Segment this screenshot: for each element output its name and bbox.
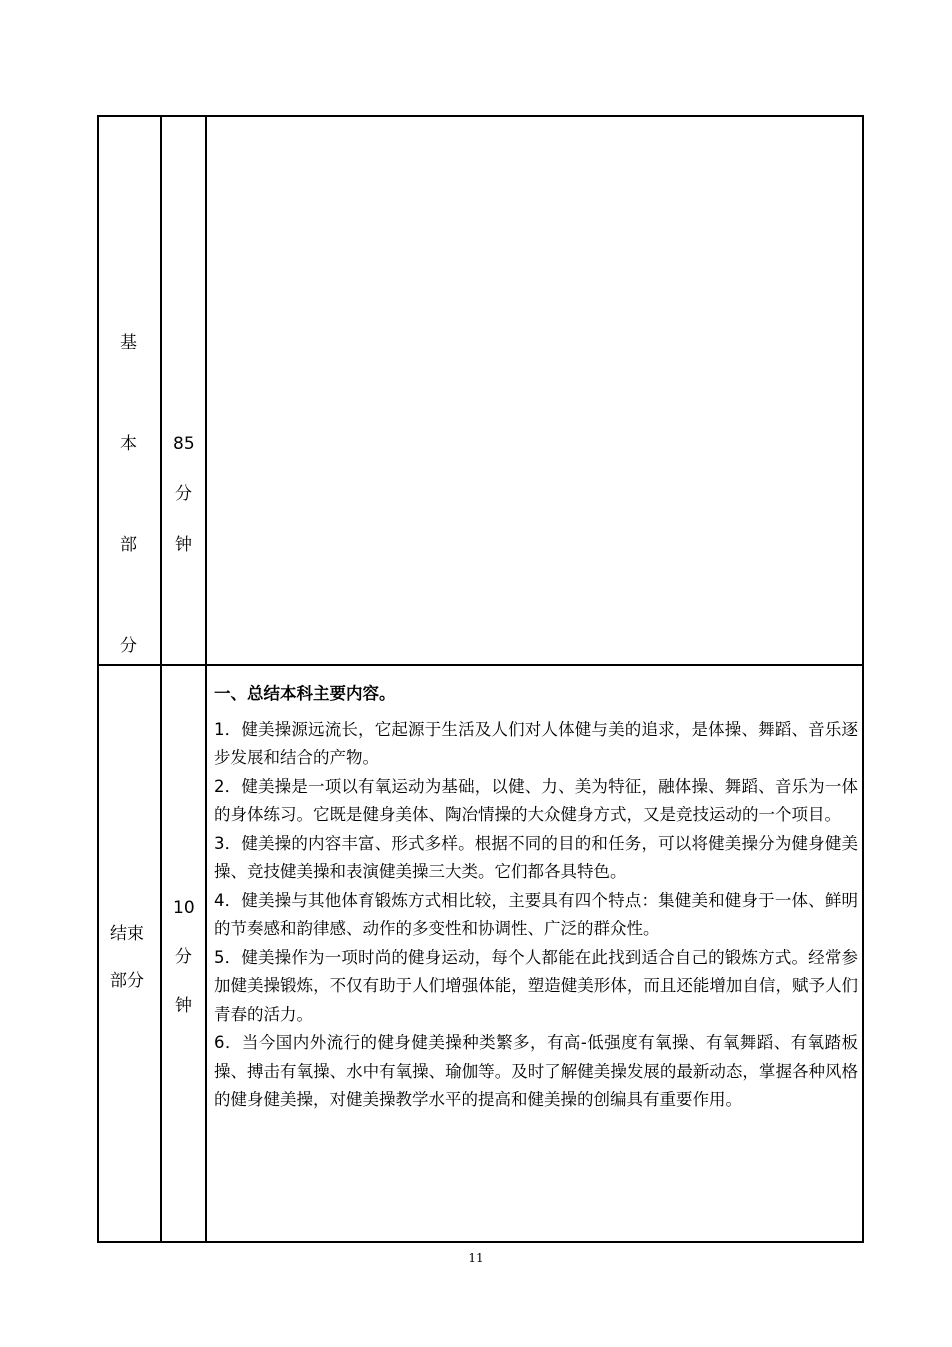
end-section-label-line: 结束	[110, 924, 144, 944]
end-section-duration-char: 分	[175, 947, 192, 967]
main-section-label-char: 本	[120, 434, 137, 454]
summary-heading: 一、总结本科主要内容。	[214, 684, 396, 703]
summary-content	[214, 680, 858, 1115]
main-section-label-char: 基	[120, 333, 137, 353]
end-section-duration-char: 10	[173, 898, 195, 918]
summary-item: 2．健美操是一项以有氧运动为基础，以健、力、美为特征，融体操、舞蹈、音乐为一体的身体练习。它既是健身美体、陶冶情操的大众健身方式，又是竞技运动的一个项目。	[214, 776, 858, 824]
main-section-duration-char: 钟	[175, 535, 192, 555]
summary-item: 4．健美操与其他体育锻炼方式相比较，主要具有四个特点：集健美和健身于一体、鲜明的节奏感和韵律感、动作的多变性和协调性、广泛的群众性。	[214, 890, 858, 938]
main-section-duration-char: 分	[175, 484, 192, 504]
summary-item: 5．健美操作为一项时尚的健身运动，每个人都能在此找到适合自己的锻炼方式。经常参加健美操锻炼，不仅有助于人们增强体能，塑造健美形体，而且还能增加自信，赋予人们青春的活力。	[214, 947, 858, 1024]
end-section-duration-char: 钟	[175, 996, 192, 1016]
main-section-duration-char: 85	[173, 434, 195, 454]
row-divider	[99, 664, 862, 666]
summary-item: 3．健美操的内容丰富、形式多样。根据不同的目的和任务，可以将健美操分为健身健美操、竞技健美操和表演健美操三大类。它们都各具特色。	[214, 833, 858, 881]
summary-item: 6．当今国内外流行的健身健美操种类繁多，有高-低强度有氧操、有氧舞蹈、有氧踏板操、搏击有氧操、水中有氧操、瑜伽等。及时了解健美操发展的最新动态，掌握各种风格的健身健美操，对健美操教学水平的提高和健美操的创编具有重要作用。	[214, 1033, 858, 1109]
end-section-label-line: 部分	[110, 971, 144, 991]
page-number: 11	[468, 1251, 484, 1265]
main-section-label-char: 分	[120, 636, 137, 656]
column-divider-1	[160, 117, 162, 1241]
main-section-label-char: 部	[120, 535, 137, 555]
column-divider-2	[205, 117, 207, 1241]
summary-item: 1．健美操源远流长，它起源于生活及人们对人体健与美的追求，是体操、舞蹈、音乐逐步发展和结合的产物。	[214, 719, 858, 767]
